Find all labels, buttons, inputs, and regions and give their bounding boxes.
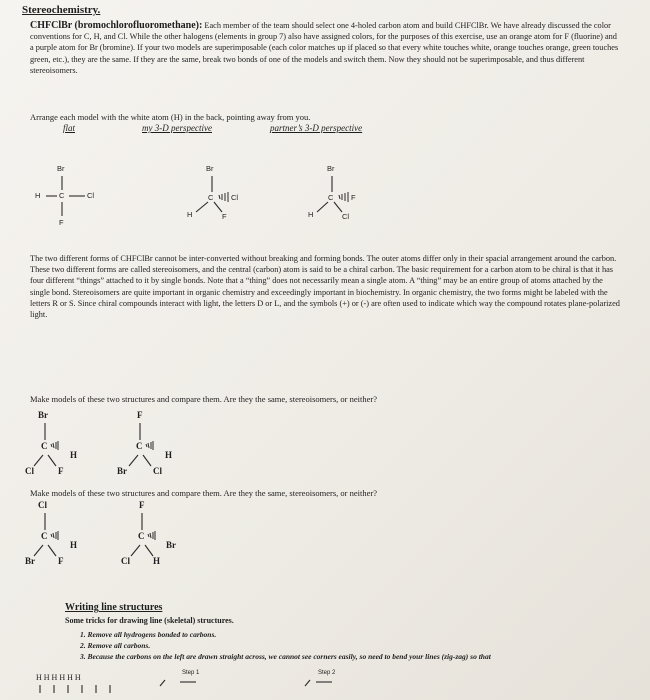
partner3d-center-atom: C	[328, 193, 334, 202]
q2b-top-atom: F	[139, 500, 145, 510]
q1a-center-atom: C	[41, 441, 48, 451]
q2a-center-atom: C	[41, 531, 48, 541]
bond-q1b-right	[143, 455, 151, 466]
bond-my-left	[196, 202, 208, 212]
label-partner-3d: partner’s 3-D perspective	[270, 123, 363, 133]
partner3d-left-atom: H	[308, 210, 314, 219]
my3d-center-atom: C	[208, 193, 214, 202]
q2b-right-bottom-atom: H	[153, 556, 161, 566]
step1-label: Step 1	[182, 670, 200, 676]
q2b-right-atom: Br	[166, 540, 176, 550]
bond-partner-bottom	[334, 202, 342, 212]
q2a-top-atom: Cl	[38, 500, 47, 510]
q2a-right-bottom-atom: F	[58, 556, 64, 566]
bond-my-bottom	[214, 202, 222, 212]
q1b-left-atom: Br	[117, 466, 127, 476]
bond-q1a-left	[34, 455, 43, 466]
bond-q1a-right	[48, 455, 56, 466]
q2b-left-atom: Cl	[121, 556, 130, 566]
writing-line-structures-title: Writing line structures	[65, 602, 163, 613]
q1a-top-atom: Br	[38, 410, 48, 420]
my3d-bottom-atom: F	[222, 212, 227, 221]
intro-lead: CHFClBr (bromochlorofluoromethane):	[30, 20, 203, 31]
arrange-instruction: Arrange each model with the white atom (H) in the back, pointing away from you.	[30, 112, 311, 122]
q1a-right-bottom-atom: F	[58, 466, 64, 476]
bond-q2b-right	[145, 545, 153, 556]
q1b-top-atom: F	[137, 410, 143, 420]
flat-center-atom: C	[59, 191, 65, 200]
label-my-3d: my 3-D perspective	[142, 123, 212, 133]
tip-1: 1. Remove all hydrogens bonded to carbons.	[80, 630, 217, 639]
q1a-right-atom: H	[70, 450, 78, 460]
bond-q2a-left	[34, 545, 43, 556]
bond-q2a-right	[48, 545, 56, 556]
q2b-center-atom: C	[138, 531, 145, 541]
partner3d-bottom-atom: Cl	[342, 212, 350, 221]
tip-3: 3. Because the carbons on the left are drawn straight across, we cannot see corners easily, so need to bend your lines (zig-zag) so that	[80, 652, 491, 661]
my3d-right-atom: Cl	[231, 193, 239, 202]
flat-top-atom: Br	[57, 164, 65, 173]
bond-q2b-left	[131, 545, 140, 556]
stereoisomer-paragraph: The two different forms of CHFClBr cannot be inter-converted without breaking and forming bonds. The outer atoms differ only in their spacial arrangement around the carbon. These two different forms are called stereoisomers, and the central (carbon) atom is said to be a chiral carbon. The basic requirement for a carbon atom to be chiral is that it has four different “things” attached to it by single bonds. Note that a “thing” does not necessarily mean a single atom. A “thing” may be an entire group of atoms attached by the single bond. Stereoisomers are quite important in organic chemistry and exceedingly important in biochemistry. In organic chemistry, the two forms might be labeled with the letters R or S. Since chiral compounds interact with light, the letters D or L, and the symbols (+) or (-) are often used to indicate which way the compound rotates plane-polarized light.	[30, 254, 620, 320]
q1b-right-atom: H	[165, 450, 173, 460]
writing-intro: Some tricks for drawing line (skeletal) structures.	[65, 616, 234, 625]
q1b-right-bottom-atom: Cl	[153, 466, 162, 476]
tip-2: 2. Remove all carbons.	[80, 641, 151, 650]
q2a-left-atom: Br	[25, 556, 35, 566]
intro-text: Each member of the team should select one 4-holed carbon atom and build CHFClBr. We have already discussed the color conventions for C, H, and Cl. While the other halogens (elements in group 7) also have assigned colors, for the purposes of this exercise, use an orange atom for F (fluorine) and a purple atom for Br (bromine). If your two models are superimposable (each color matches up if placed so that every white touches white, orange touches orange, green touches green, etc.), they are the same. If they are the same, break two bonds of one of the models and switch them. Now they should not be superimposable, and thus different stereoisomers.	[30, 21, 619, 75]
partner3d-right-atom: F	[351, 193, 356, 202]
hydrogen-row: H H H H H H	[36, 673, 81, 682]
page-heading: Stereochemistry.	[22, 4, 101, 16]
partner3d-top-atom: Br	[327, 164, 335, 173]
step2-label: Step 2	[318, 670, 336, 676]
q1a-left-atom: Cl	[25, 466, 34, 476]
q1b-center-atom: C	[136, 441, 143, 451]
my3d-top-atom: Br	[206, 164, 214, 173]
bond-partner-left	[317, 202, 328, 212]
my3d-left-atom: H	[187, 210, 193, 219]
question-1: Make models of these two structures and compare them. Are they the same, stereoisomers, or neither?	[30, 394, 377, 404]
label-flat: flat	[63, 123, 76, 133]
bond-q1b-left	[129, 455, 138, 466]
question-2: Make models of these two structures and compare them. Are they the same, stereoisomers, or neither?	[30, 488, 377, 498]
flat-bottom-atom: F	[59, 218, 64, 227]
q2a-right-atom: H	[70, 540, 78, 550]
flat-left-atom: H	[35, 191, 41, 200]
flat-right-atom: Cl	[87, 191, 95, 200]
